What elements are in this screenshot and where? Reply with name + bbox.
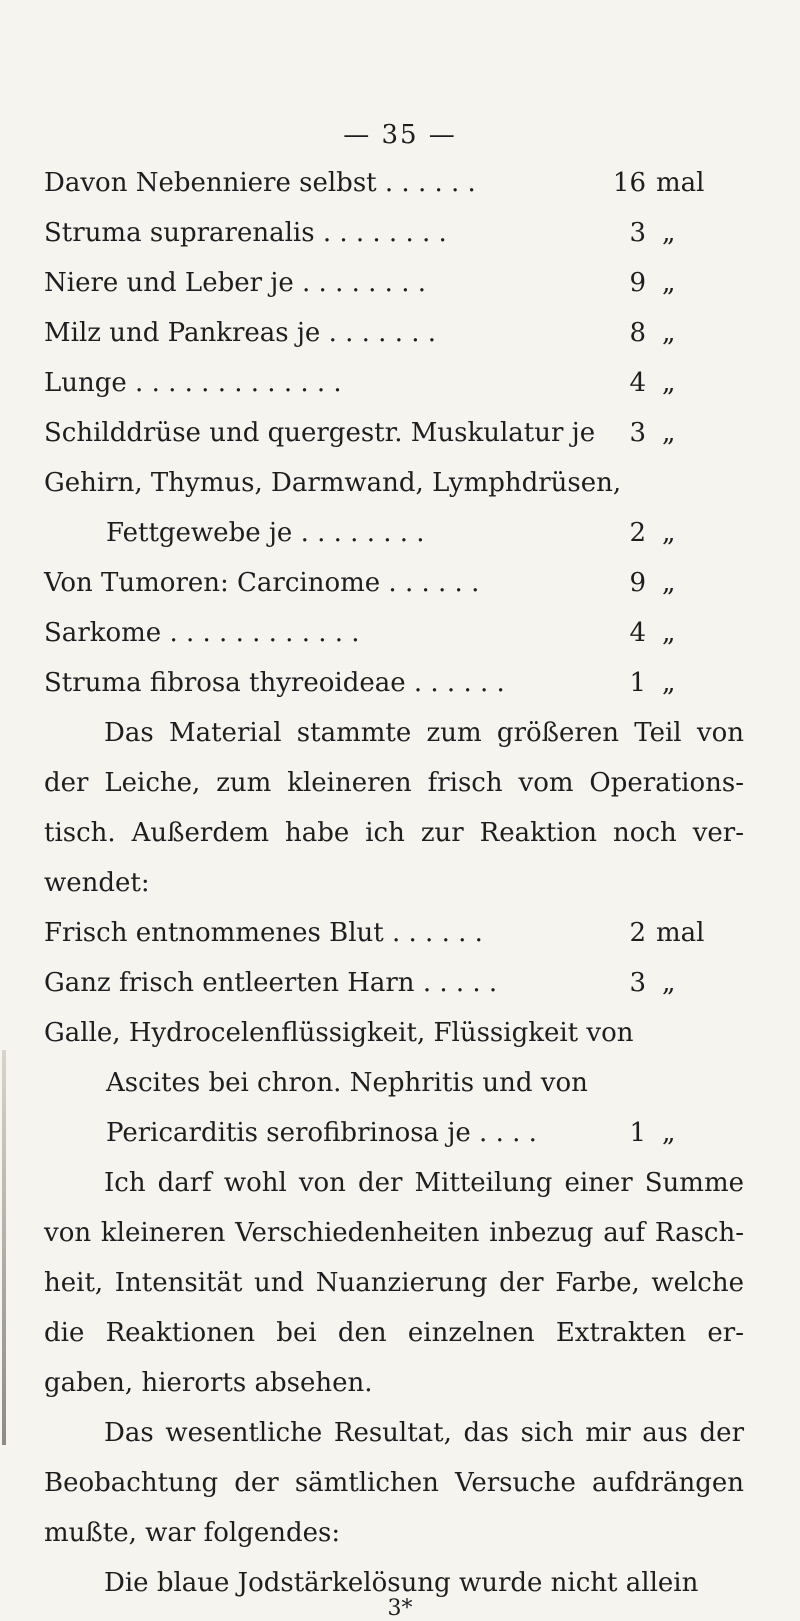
text-line: die Reaktionen bei den einzelnen Extrakten er- [44,1318,744,1348]
list-item [44,158,744,208]
list-item [44,1008,744,1058]
page-number: — 35 — [343,120,457,150]
text-line: der Leiche, zum kleineren frisch vom Operations- [44,768,744,798]
list-item [44,408,744,458]
item-unit: „ [662,518,676,548]
paragraph-material [44,708,744,908]
list-item [44,458,744,508]
item-count: 16 [612,168,646,198]
item-label: Gehirn, Thymus, Darmwand, Lymphdrüsen, [44,468,622,498]
text-line: Das Material stammte zum größeren Teil von [104,718,744,748]
item-unit: „ [662,368,676,398]
item-count: 4 [629,618,646,648]
list-item [44,1108,744,1158]
item-label: Schilddrüse und quergestr. Muskulatur je [44,418,596,448]
item-count: 2 [629,518,646,548]
occurrence-list [44,158,744,708]
text-line: Beobachtung der sämtlichen Versuche aufdrängen [44,1468,744,1498]
item-unit: „ [662,968,676,998]
item-count: 3 [629,418,646,448]
text-line: mußte, war folgendes: [44,1518,341,1548]
paragraph-result [44,1408,744,1558]
item-count: 8 [629,318,646,348]
item-label: Von Tumoren: Carcinome . . . . . . [44,568,480,598]
item-label: Galle, Hydrocelenflüssigkeit, Flüssigkeit von [44,1018,634,1048]
text-line: heit, Intensität und Nuanzierung der Farbe, welche [44,1268,744,1298]
item-count: 9 [629,568,646,598]
signature-mark: 3* [387,1596,413,1621]
text-line: tisch. Außerdem habe ich zur Reaktion noch ver- [44,818,744,848]
item-label: Pericarditis serofibrinosa je . . . . [106,1118,537,1148]
item-count: 2 [629,918,646,948]
item-label: Frisch entnommenes Blut . . . . . . [44,918,483,948]
item-count: 1 [629,1118,646,1148]
item-unit: „ [662,618,676,648]
item-unit: „ [662,1118,676,1148]
item-label: Niere und Leber je . . . . . . . . [44,268,426,298]
item-unit: mal [656,168,705,198]
item-unit: „ [662,568,676,598]
text-line: gaben, hierorts absehen. [44,1368,373,1398]
item-unit: mal [656,918,705,948]
item-label: Struma fibrosa thyreoideae . . . . . . [44,668,505,698]
text-line: wendet: [44,868,150,898]
item-unit: „ [662,668,676,698]
item-count: 9 [629,268,646,298]
list-item [44,558,744,608]
item-unit: „ [662,268,676,298]
item-label: Sarkome . . . . . . . . . . . . [44,618,360,648]
list-item [44,608,744,658]
text-line: von kleineren Verschiedenheiten inbezug auf Rasch- [44,1218,744,1248]
item-label: Milz und Pankreas je . . . . . . . [44,318,437,348]
item-count: 4 [629,368,646,398]
list-item [44,908,744,958]
list-item [44,358,744,408]
item-label: Fettgewebe je . . . . . . . . [106,518,425,548]
list-item [44,958,744,1008]
item-count: 1 [629,668,646,698]
item-label: Struma suprarenalis . . . . . . . . [44,218,447,248]
item-count: 3 [629,968,646,998]
text-line: Die blaue Jodstärkelösung wurde nicht allein [104,1568,699,1598]
list-item [44,1058,744,1108]
item-label: Lunge . . . . . . . . . . . . . [44,368,342,398]
item-label: Ascites bei chron. Nephritis und von [106,1068,588,1098]
item-label: Ganz frisch entleerten Harn . . . . . [44,968,498,998]
list-item [44,308,744,358]
additional-material-list [44,908,744,1158]
item-label: Davon Nebenniere selbst . . . . . . [44,168,476,198]
text-line: Das wesentliche Resultat, das sich mir aus der [104,1418,744,1448]
scan-edge-shadow [2,1050,6,1445]
list-item [44,208,744,258]
text-line: Ich darf wohl von der Mitteilung einer Summe [104,1168,744,1198]
list-item [44,258,744,308]
paragraph-differences [44,1158,744,1408]
item-unit: „ [662,418,676,448]
list-item [44,508,744,558]
item-unit: „ [662,318,676,348]
item-unit: „ [662,218,676,248]
item-count: 3 [629,218,646,248]
list-item [44,658,744,708]
